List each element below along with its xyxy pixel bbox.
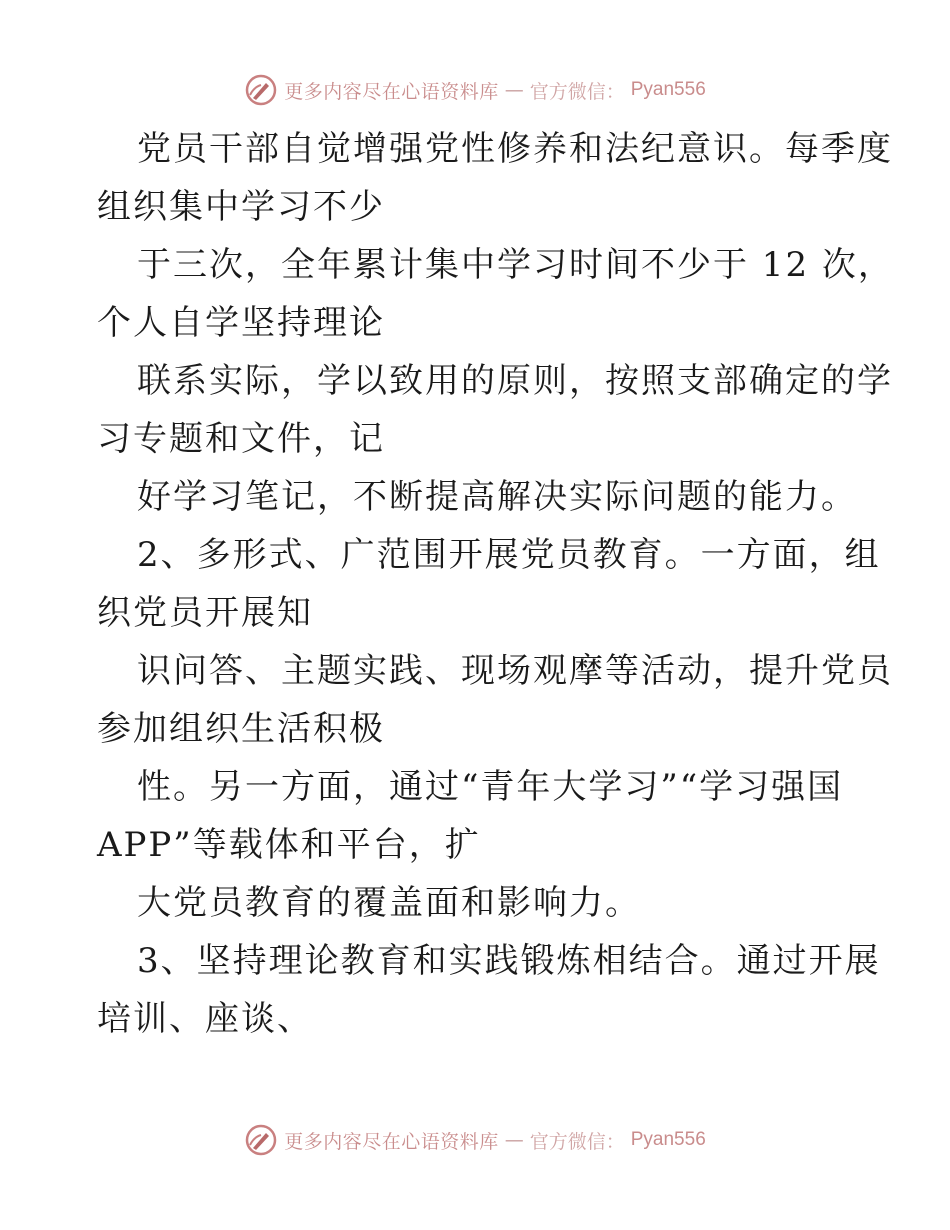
watermark-separator: —	[504, 79, 524, 101]
document-body	[97, 120, 894, 1048]
text-line: 个人自学坚持理论	[97, 303, 385, 343]
watermark-title: 更多内容尽在心语资料库	[284, 1130, 499, 1153]
text-line: 习专题和文件，记	[97, 419, 385, 459]
text-line: 组织集中学习不少	[97, 187, 385, 227]
pen-logo-icon	[244, 73, 278, 107]
text-line: 于三次，全年累计集中学习时间不少于 12 次，	[137, 245, 894, 285]
text-line: 参加组织生活积极	[97, 709, 385, 749]
header-watermark	[0, 70, 950, 110]
watermark-wechat-label: 官方微信：	[529, 1130, 625, 1153]
watermark-title: 更多内容尽在心语资料库	[284, 80, 499, 103]
footer-watermark	[0, 1120, 950, 1160]
text-line: 3、坚持理论教育和实践锻炼相结合。通过开展	[137, 941, 881, 981]
text-line: 2、多形式、广范围开展党员教育。一方面，组	[137, 535, 881, 575]
text-line: APP”等载体和平台，扩	[97, 825, 481, 865]
watermark-wechat-id: Pyan556	[630, 1129, 706, 1150]
watermark-wechat-label: 官方微信：	[529, 80, 625, 103]
text-line: 党员干部自觉增强党性修养和法纪意识。每季度	[137, 129, 893, 169]
text-line: 好学习笔记，不断提高解决实际问题的能力。	[137, 477, 857, 517]
watermark-separator: —	[504, 1129, 524, 1151]
text-line: 联系实际，学以致用的原则，按照支部确定的学	[137, 361, 893, 401]
watermark-wechat-id: Pyan556	[630, 79, 706, 100]
pen-logo-icon	[244, 1123, 278, 1157]
text-line: 大党员教育的覆盖面和影响力。	[137, 883, 641, 923]
text-line: 织党员开展知	[97, 593, 313, 633]
text-line: 培训、座谈、	[97, 999, 313, 1039]
text-line: 识问答、主题实践、现场观摩等活动，提升党员	[137, 651, 893, 691]
text-line: 性。另一方面，通过“青年大学习”“学习强国	[137, 767, 844, 807]
